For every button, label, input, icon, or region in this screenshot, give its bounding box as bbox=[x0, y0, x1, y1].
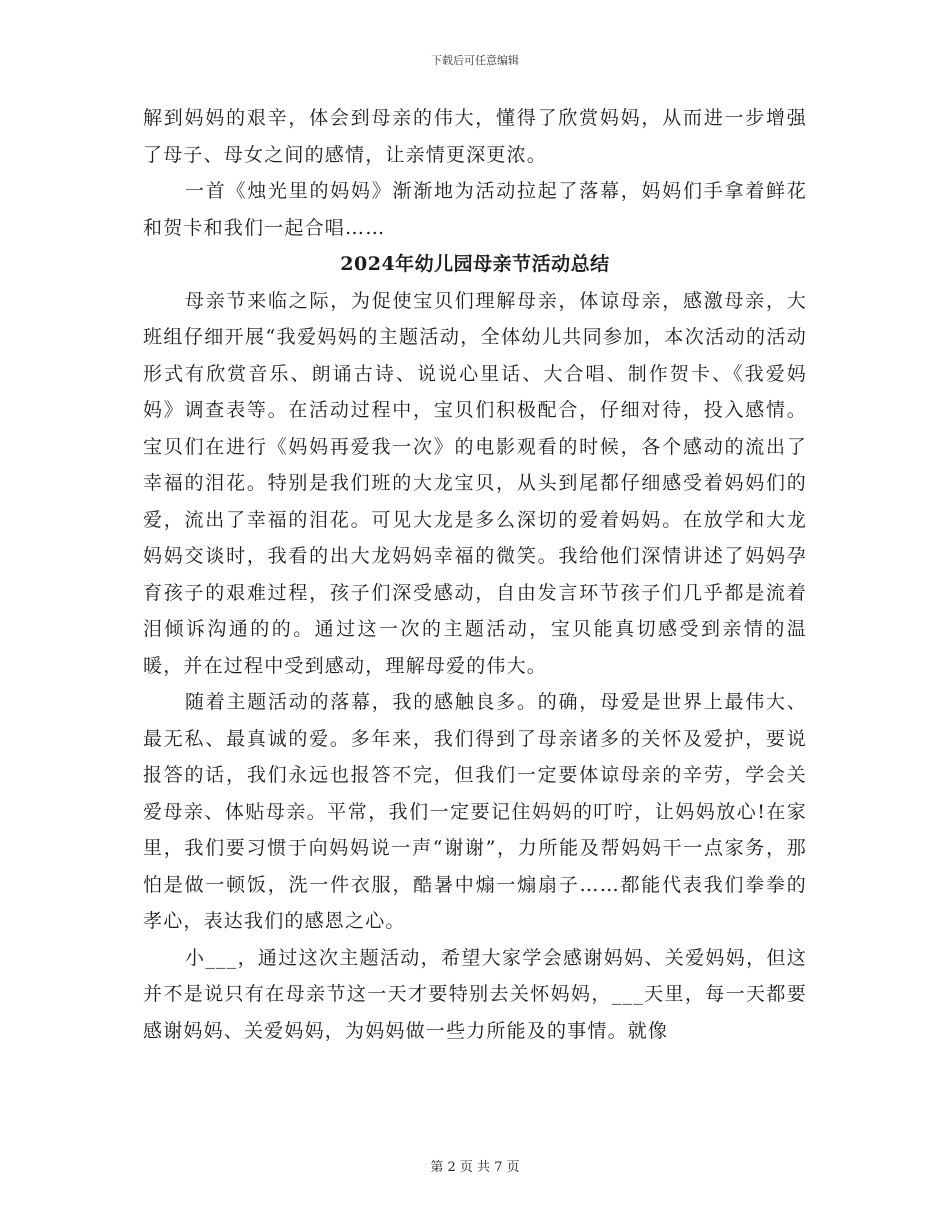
page-header-note: 下载后可任意编辑 bbox=[431, 54, 519, 67]
paragraph-3: 小___，通过这次主题活动，希望大家学会感谢妈妈、关爱妈妈，但这并不是说只有在母亲节这一天才要特别去关怀妈妈，___天里，每一天都要感谢妈妈、关爱妈妈，为妈妈做一些力所能及的事情。就像 bbox=[143, 946, 807, 1042]
page-number: 第 2 页 共 7 页 bbox=[430, 1160, 520, 1175]
document-body bbox=[143, 100, 807, 1049]
paragraph-2: 随着主题活动的落幕，我的感触良多。的确，母爱是世界上最伟大、最无私、最真诚的爱。多年来，我们得到了母亲诸多的关怀及爱护，要说报答的话，我们永远也报答不完，但我们一定要体谅母亲的辛劳，学会关爱母亲、体贴母亲。平常，我们一定要记住妈妈的叮咛，让妈妈放心!在家里，我们要习惯于向妈妈说一声“谢谢”，力所能及帮妈妈干一点家务，那怕是做一顿饭，洗一件衣服，酷暑中煽一煽扇子……都能代表我们拳拳的孝心，表达我们的感恩之心。 bbox=[143, 691, 807, 932]
document-title: 2024年幼儿园母亲节活动总结 bbox=[340, 253, 610, 275]
paragraph-1: 母亲节来临之际，为促使宝贝们理解母亲，体谅母亲，感激母亲，大班组仔细开展“我爱妈妈的主题活动，全体幼儿共同参加，本次活动的活动形式有欣赏音乐、朗诵古诗、说说心里话、大合唱、制作贺卡、《我爱妈妈》调查表等。在活动过程中，宝贝们积极配合，仔细对待，投入感情。宝贝们在进行《妈妈再爱我一次》的电影观看的时候，各个感动的流出了幸福的泪花。特别是我们班的大龙宝贝，从头到尾都仔细感受着妈妈们的爱，流出了幸福的泪花。可见大龙是多么深切的爱着妈妈。在放学和大龙妈妈交谈时，我看的出大龙妈妈幸福的微笑。我给他们深情讲述了妈妈孕育孩子的艰难过程，孩子们深受感动，自由发言环节孩子们几乎都是流着泪倾诉沟通的的。通过这一次的主题活动，宝贝能真切感受到亲情的温暖，并在过程中受到感动，理解母爱的伟大。 bbox=[143, 289, 807, 677]
paragraph-continued: 解到妈妈的艰辛，体会到母亲的伟大，懂得了欣赏妈妈，从而进一步增强了母子、母女之间的感情，让亲情更深更浓。 bbox=[143, 107, 807, 166]
paragraph-song: 一首《烛光里的妈妈》渐渐地为活动拉起了落幕，妈妈们手拿着鲜花和贺卡和我们一起合唱…… bbox=[143, 180, 807, 239]
